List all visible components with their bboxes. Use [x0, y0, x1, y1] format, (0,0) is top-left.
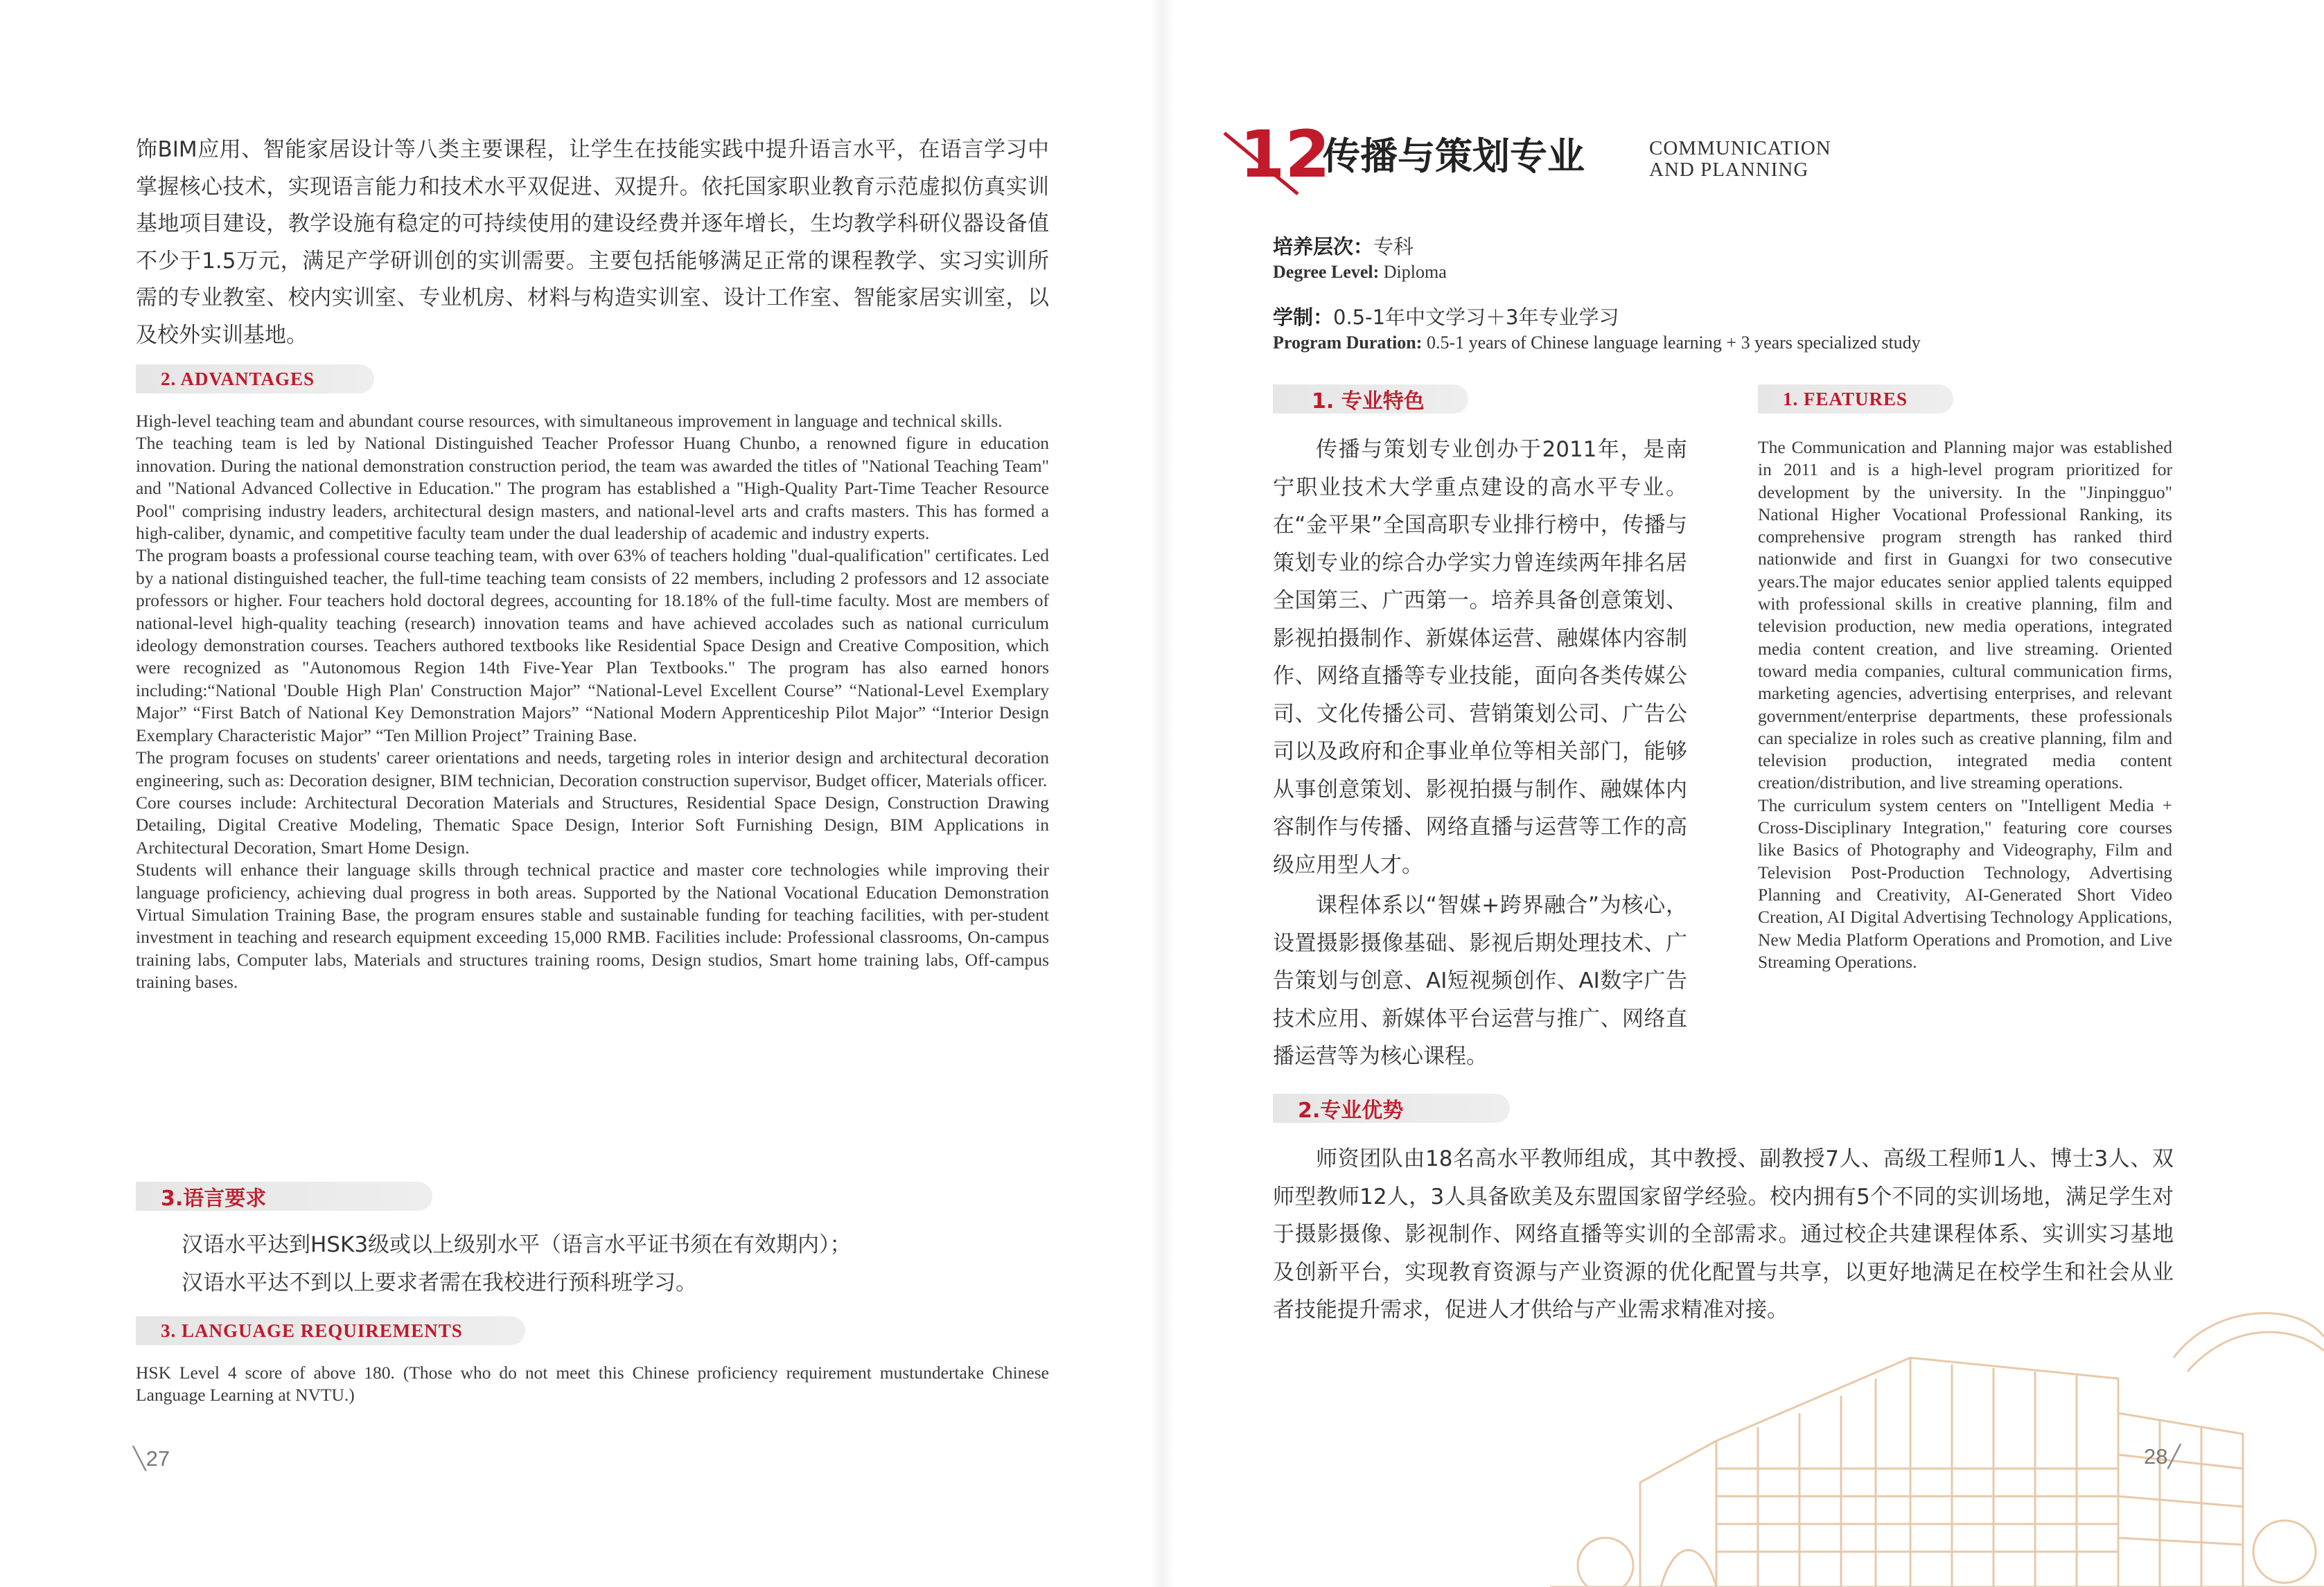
features-paragraph-en: The curriculum system centers on "Intelligent Media + Cross-Disciplinary Integration," featuring core courses like Basics of Photography and Videography, Film and Television Post-Production Technology, Advertising Planning and Creativity, AI-Generated Short Video Creation, AI Digital Advertising Technology Applications, New Media Platform Operations and Promotion, and Live Streaming Operations.	[1758, 795, 2172, 972]
advantages-paragraph: The program focuses on students' career orientations and needs, targeting roles in interior design and architectural decoration engineering, such as: Decoration designer, BIM technician, Decoration construction supervisor, Budget officer, Materials officer.	[136, 747, 1049, 790]
major-title-en-line1: COMMUNICATION	[1649, 137, 1831, 159]
advantages-heading-pill	[136, 364, 374, 393]
degree-level-en: Degree Level: Diploma	[1273, 262, 1447, 282]
advantages-heading-cn: 2.专业优势	[1298, 1099, 1404, 1123]
intro-paragraph-cn: 饰BIM应用、智能家居设计等八类主要课程，让学生在技能实践中提升语言水平，在语言学习中掌握核心技术，实现语言能力和技术水平双促进、双提升。依托国家职业教育示范虚拟仿真实训基地项目建设，教学设施有稳定的可持续使用的建设经费并逐年增长，生均教学科研仪器设备值不少于1.5万元，满足产学研训创的实训需要。主要包括能够满足正常的课程教学、实习实训所需的专业教室、校内实训室、专业机房、材料与构造实训室、设计工作室、智能家居实训室，以及校外实训基地。	[136, 137, 1049, 348]
advantages-paragraph: The teaching team is led by National Distinguished Teacher Professor Huang Chunbo, a renowned figure in education innovation. During the national demonstration construction period, the team was awarded the titles of "National Teaching Team" and "National Advanced Collective in Education." The program has established a "High-Quality Part-Time Teacher Resource Pool" comprising industry leaders, architectural design masters, and national-level arts and crafts masters. This has formed a high-caliber, dynamic, and competitive faculty team under the dual leadership of academic and industry experts.	[136, 433, 1049, 544]
language-requirements-cn	[182, 1226, 1048, 1302]
features-paragraph-cn: 课程体系以“智媒+跨界融合”为核心，设置摄影摄像基础、影视后期处理技术、广告策划与创意、AI短视频创作、AI数字广告技术应用、新媒体平台运营与推广、网络直播运营等为核心课程。	[1273, 893, 1687, 1069]
major-number: 12	[1240, 117, 1330, 193]
language-heading-en-pill	[136, 1316, 525, 1345]
advantages-paragraph: High-level teaching team and abundant course resources, with simultaneous improvement in language and technical skills.	[136, 411, 1003, 431]
advantages-paragraph: Students will enhance their language skills through technical practice and master core technologies while improving their language proficiency, achieving dual progress in both areas. Supported by the National Vocational Education Demonstration Virtual Simulation Training Base, the program ensures stable and sustainable funding for teaching facilities, with per-student investment in teaching and research equipment exceeding 15,000 RMB. Facilities include: Professional classrooms, On-campus training labs, Computer labs, Materials and structures training rooms, Design studios, Smart home training labs, Off-campus training bases.	[136, 860, 1049, 993]
features-heading-cn-pill	[1273, 384, 1468, 414]
features-paragraph-en: The Communication and Planning major was established in 2011 and is a high-level program prioritized for development by the university. In the "Jinpingguo" National Higher Vocational Professional Ranking, its comprehensive program strength has ranked third nationwide and first in Guangxi for two consecutive years.The major educates senior applied talents equipped with professional skills in creative planning, film and television production, new media operations, integrated media content creation, and live streaming. Oriented toward media companies, cultural communication firms, marketing agencies, advertising enterprises, and relevant government/enterprise departments, these professionals can specialize in roles such as creative planning, film and television production, integrated media content creation/distribution, and live streaming operations.	[1758, 437, 2172, 793]
right-page	[1162, 0, 2324, 1587]
page-number-left: ╲27	[133, 1446, 170, 1471]
language-heading-cn: 3.语言要求	[161, 1187, 267, 1211]
major-title-cn: 传播与策划专业	[1323, 134, 1585, 178]
degree-level-cn: 培养层次：专科	[1273, 235, 1414, 258]
language-heading-en: 3. LANGUAGE REQUIREMENTS	[161, 1320, 463, 1341]
advantages-text-en	[136, 410, 1049, 994]
book-gutter-shadow	[1150, 0, 1174, 1587]
advantages-paragraph: Core courses include: Architectural Decoration Materials and Structures, Residential Space Design, Construction Drawing Detailing, Digital Creative Modeling, Thematic Space Design, Interior Soft Furnishing Design, BIM Applications in Architectural Decoration, Smart Home Design.	[136, 792, 1049, 858]
language-requirements-en: HSK Level 4 score of above 180. (Those who do not meet this Chinese proficiency requirement mustundertake Chinese Language Learning at NVTU.)	[136, 1363, 1049, 1406]
advantages-heading: 2. ADVANTAGES	[161, 368, 315, 389]
program-duration-cn: 学制：0.5-1年中文学习＋3年专业学习	[1273, 305, 1619, 329]
features-text-cn	[1273, 431, 1687, 1076]
features-heading-en: 1. FEATURES	[1783, 388, 1908, 409]
major-title-en-line2: AND PLANNING	[1649, 159, 1809, 181]
features-text-en	[1758, 436, 2172, 973]
features-heading-cn: 1. 专业特色	[1312, 389, 1425, 414]
language-line: 汉语水平达到HSK3级或以上级别水平（语言水平证书须在有效期内）；	[182, 1232, 852, 1257]
features-heading-en-pill	[1758, 384, 1953, 414]
advantages-text-cn: 师资团队由18名高水平教师组成，其中教授、副教授7人、高级工程师1人、博士3人、双师型教师12人，3人具备欧美及东盟国家留学经验。校内拥有5个不同的实训场地，满足学生对于摄影摄像、影视制作、网络直播等实训的全部需求。通过校企共建课程体系、实训实习基地及创新平台，实现教育资源与产业资源的优化配置与共享，以更好地满足在校学生和社会从业者技能提升需求，促进人才供给与产业需求精准对接。	[1273, 1146, 2174, 1322]
features-paragraph-cn: 传播与策划专业创办于2011年，是南宁职业技术大学重点建设的高水平专业。在“金平果”全国高职专业排行榜中，传播与策划专业的综合办学实力曾连续两年排名居全国第三、广西第一。培养具备创意策划、影视拍摄制作、新媒体运营、融媒体内容制作、网络直播等专业技能，面向各类传媒公司、文化传播公司、营销策划公司、广告公司以及政府和企事业单位等相关部门，能够从事创意策划、影视拍摄与制作、融媒体内容制作与传播、网络直播与运营等工作的高级应用型人才。	[1273, 437, 1687, 878]
language-line: 汉语水平达不到以上要求者需在我校进行预科班学习。	[182, 1270, 697, 1295]
advantages-paragraph: The program boasts a professional course teaching team, with over 63% of teachers holding "dual-qualification" certificates. Led by a national distinguished teacher, the full-time teaching team consists of 22 members, including 2 professors and 12 associate professors or higher. Four teachers hold doctoral degrees, accounting for 18.18% of the full-time faculty. Most are members of national-level high-quality teaching (research) innovation teams and have achieved accolades such as national curriculum ideology demonstration courses. Teachers authored textbooks like Residential Space Design and Creative Composition, which were recognized as "Autonomous Region 14th Five-Year Plan Textbooks." The program has also earned honors including:“National 'Double High Plan' Construction Major” “National-Level Excellent Course” “National-Level Exemplary Major” “First Batch of National Key Demonstration Majors” “National Modern Apprenticeship Pilot Major” “Interior Design Exemplary Characteristic Major” “Ten Million Project” Training Base.	[136, 545, 1049, 745]
program-duration-en: Program Duration: 0.5-1 years of Chinese language learning + 3 years specialized study	[1273, 333, 1921, 353]
page-number-right: 28╱	[2144, 1444, 2181, 1469]
language-heading-cn-pill	[136, 1182, 432, 1211]
advantages-heading-cn-pill	[1273, 1094, 1510, 1123]
